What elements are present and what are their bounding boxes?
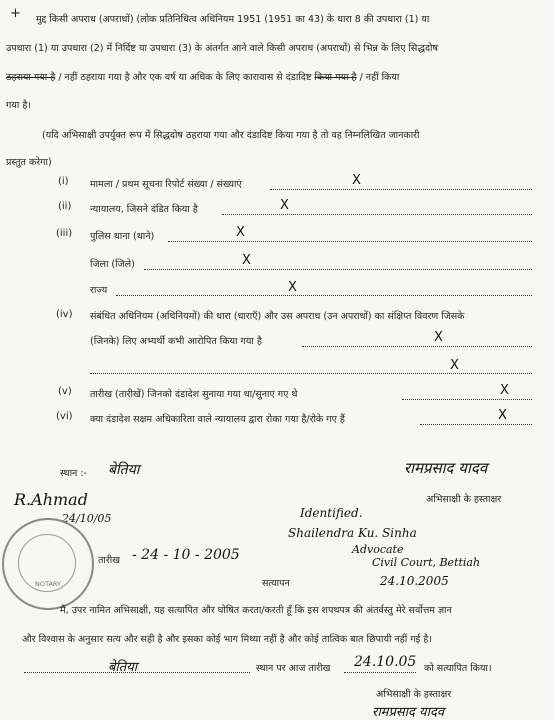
- struck-text-2: किया गया है: [314, 72, 357, 83]
- item-v-label: तारीख (तारीखें) जिनको दंडादेश सुनाया गया था/सुनाए गए थे: [90, 389, 298, 400]
- date-value: - 24 - 10 - 2005: [132, 547, 240, 563]
- verification-caption: अभिसाक्षी के हस्ताक्षर: [376, 689, 452, 700]
- verification-line-2: और विश्वास के अनुसार सत्य और सही है और इसका कोई भाग मिथ्या नहीं है और कोई तात्विक बात छिपायी नहीं गई है।: [22, 634, 432, 645]
- district-blank: [144, 269, 532, 270]
- identified-line-2: Shailendra Ku. Sinha: [288, 526, 417, 540]
- para-line-3-end: / नहीं किया: [359, 72, 400, 83]
- item-ii-number: (ii): [58, 201, 72, 212]
- state-cross: X: [288, 280, 297, 295]
- place-label: स्थान :-: [60, 468, 87, 479]
- item-i-cross: X: [352, 173, 361, 188]
- item-ii-cross: X: [280, 198, 289, 213]
- item-vi-blank: [420, 424, 532, 425]
- notary-date-mark: 24/10/05: [62, 512, 112, 525]
- verification-date: 24.10.05: [354, 654, 417, 670]
- intro-line-1: (यदि अभिसाक्षी उपर्युक्त रूप में सिद्धदोष ठहराया गया और दंडादिष्ट किया गया है तो वह निम्नलिखित जानकारी: [42, 130, 420, 141]
- item-iv-cross-1: X: [434, 330, 443, 345]
- identified-line-1: Identified.: [300, 506, 363, 520]
- item-iii-blank: [168, 241, 532, 242]
- item-iv-cross-2: X: [450, 358, 459, 373]
- verification-line-1: मैं, उपर नामित अभिसाक्षी, यह सत्यापित और घोषित करता/करती हूँ कि इस शपथपत्र की अंतर्वस्तु मेरे सर्वोत्तम ज्ञान: [60, 605, 452, 616]
- verification-signature: रामप्रसाद यादव: [372, 705, 445, 720]
- corner-mark: +: [10, 6, 21, 21]
- intro-line-2: प्रस्तुत करेगा): [6, 157, 52, 168]
- item-i-label: मामला / प्रथम सूचना रिपोर्ट संख्या / संख्याएं: [90, 179, 242, 190]
- para-line-1: मुद्द किसी अपराध (अपराधों) (लोक प्रतिनिधित्व अधिनियम 1951 (1951 का 43) के धारा 8 की उपधारा (1) या: [36, 14, 430, 25]
- struck-text: ठहराया गया है: [6, 72, 56, 83]
- para-line-3-mid: / नहीं ठहराया गया है और एक वर्ष या अधिक के लिए कारावास से दंडादिष्ट: [58, 72, 312, 83]
- item-i-number: (i): [58, 176, 69, 187]
- deponent-caption: अभिसाक्षी के हस्ताक्षर: [426, 494, 502, 505]
- verification-date-blank: [344, 672, 416, 673]
- verification-place: बेतिया: [108, 660, 138, 675]
- item-iii-label: पुलिस थाना (थाने): [90, 231, 155, 242]
- item-iv-line-1: संबंधित अधिनियम (अधिनियमों) की धारा (धाराएँ) और उस अपराध (उन अपराधों) का संक्षिप्त विवरण जिसके: [90, 311, 465, 322]
- deponent-signature: रामप्रसाद यादव: [404, 459, 488, 477]
- item-iv-blank-2: [90, 373, 532, 374]
- item-vi-number: (vi): [56, 411, 73, 422]
- identified-line-3: Advocate: [352, 543, 404, 556]
- item-iii-number: (iii): [56, 228, 73, 239]
- item-vi-cross: X: [498, 408, 507, 423]
- item-i-blank: [270, 189, 532, 190]
- notary-stamp: [2, 518, 94, 610]
- verification-mid-text: स्थान पर आज तारीख: [256, 663, 331, 674]
- notary-initials: R.Ahmad: [14, 490, 88, 509]
- item-v-blank: [402, 399, 532, 400]
- para-line-3: [6, 70, 399, 83]
- item-iv-number: (iv): [56, 309, 73, 320]
- item-iv-blank-1: [302, 346, 532, 347]
- place-value: बेतिया: [108, 462, 140, 478]
- para-line-2: उपधारा (1) या उपधारा (2) में निर्दिष्ट या उपधारा (3) के अंतर्गत आने वाले किसी अपराध (अपराधों) से भिन्न के लिए सिद्धदोष: [6, 43, 438, 54]
- item-v-number: (v): [58, 386, 72, 397]
- item-iii-cross: X: [236, 225, 245, 240]
- state-label: राज्य: [90, 285, 108, 296]
- para-line-4: गया है।: [6, 100, 31, 111]
- identified-date: 24.10.2005: [380, 574, 449, 588]
- verification-end-text: को सत्यापित किया।: [424, 663, 492, 674]
- item-vi-label: क्या दंडादेश सक्षम अधिकारिता वाले न्यायालय द्वारा रोका गया है/रोके गए हैं: [90, 414, 345, 425]
- verification-heading: सत्यापन: [262, 578, 290, 589]
- date-label: तारीख: [98, 555, 120, 566]
- item-iv-line-2: (जिनके) लिए अभ्यर्थी कभी आरोपित किया गया है: [90, 336, 262, 347]
- state-blank: [116, 295, 532, 296]
- identified-line-4: Civil Court, Bettiah: [372, 556, 481, 569]
- item-v-cross: X: [500, 383, 509, 398]
- district-cross: X: [242, 253, 251, 268]
- district-label: जिला (जिले): [90, 259, 135, 270]
- item-ii-blank: [222, 214, 532, 215]
- item-ii-label: न्यायालय, जिसने दंडित किया है: [90, 204, 198, 215]
- notary-stamp-text: NOTARY: [35, 580, 61, 588]
